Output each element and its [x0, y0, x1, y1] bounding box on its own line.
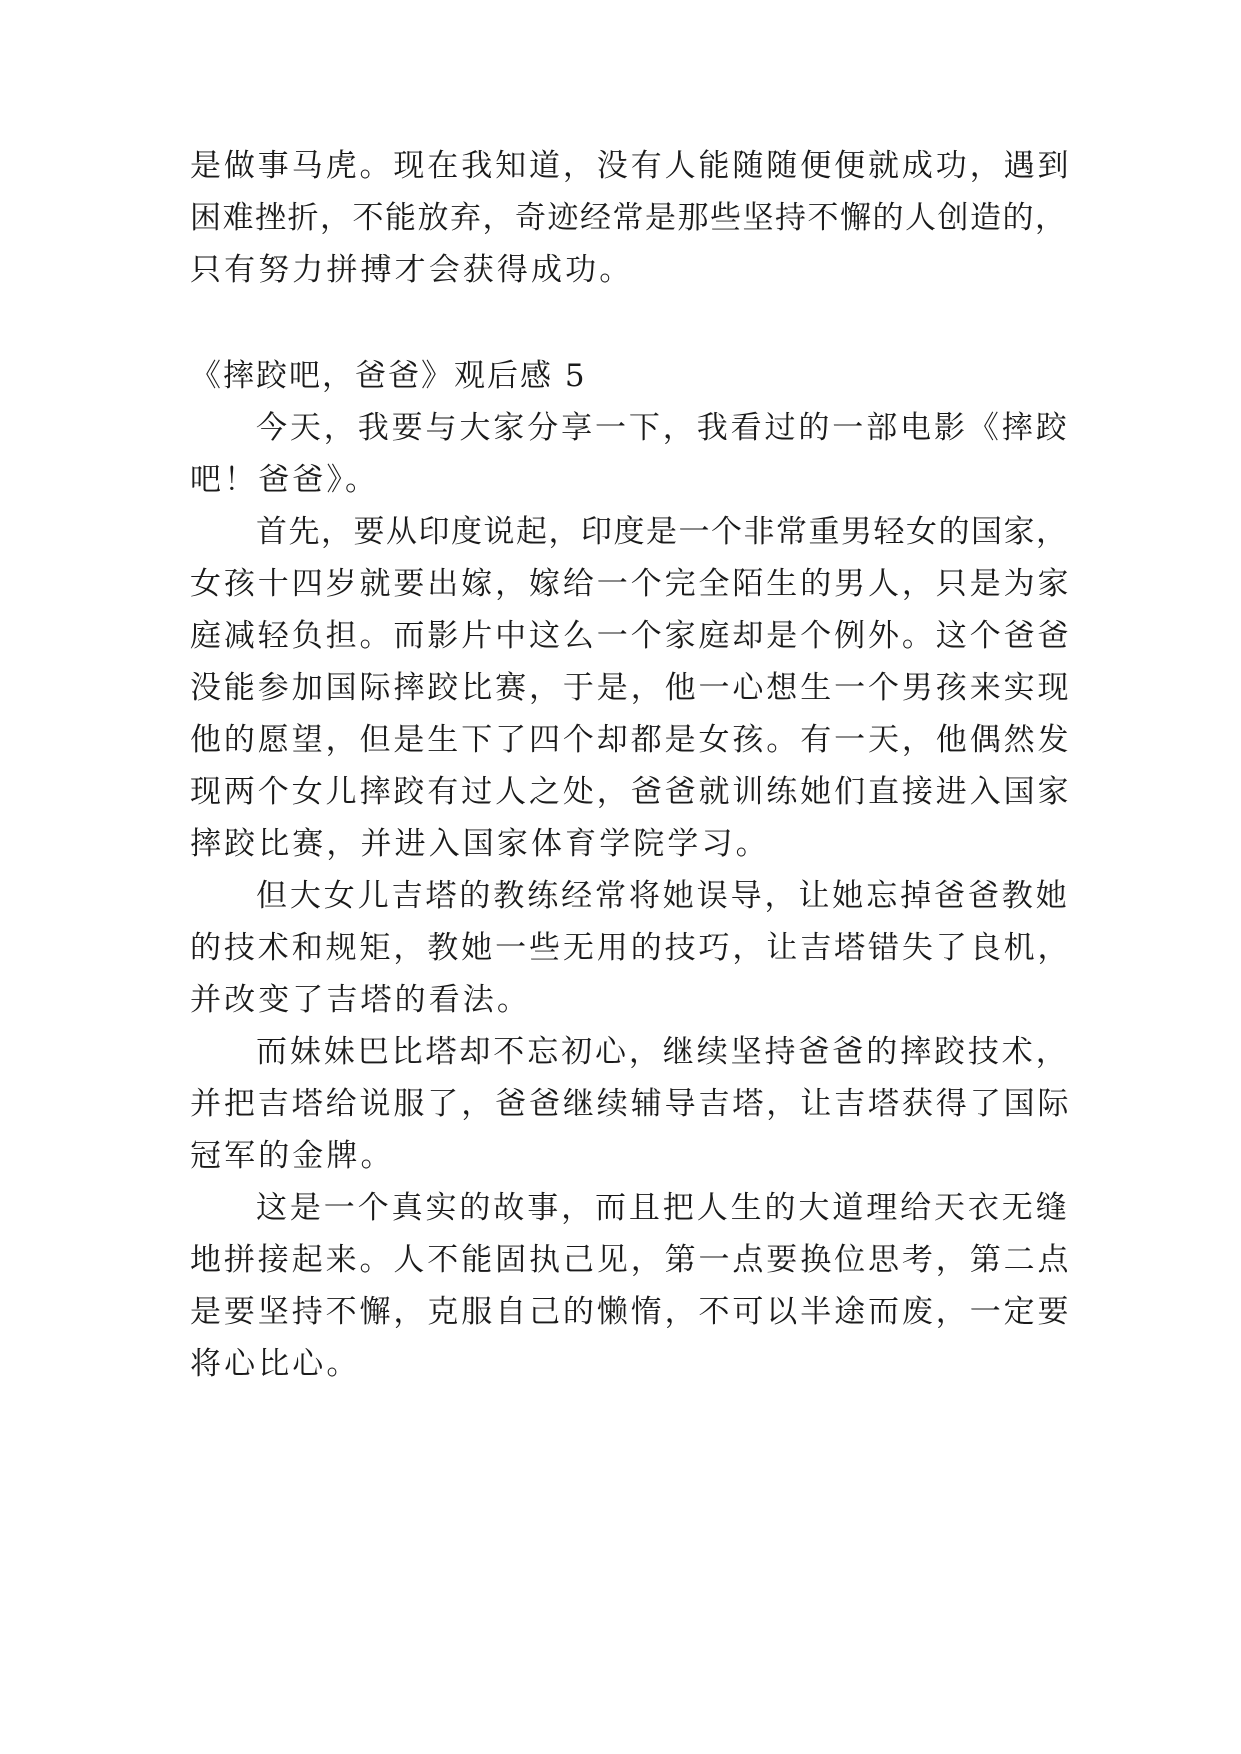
- text-line: 女孩十四岁就要出嫁，嫁给一个完全陌生的男人，只是为家: [190, 566, 1072, 602]
- text-line: 现两个女儿摔跤有过人之处，爸爸就训练她们直接进入国家: [190, 774, 1072, 810]
- text-line: 并把吉塔给说服了，爸爸继续辅导吉塔，让吉塔获得了国际: [190, 1086, 1072, 1122]
- text-line: 地拼接起来。人不能固执己见，第一点要换位思考，第二点: [190, 1242, 1072, 1278]
- text-line: 只有努力拼搏才会获得成功。: [190, 252, 634, 288]
- text-line: 吧！爸爸》。: [190, 462, 380, 498]
- text-line: 摔跤比赛，并进入国家体育学院学习。: [190, 826, 770, 862]
- text-line: 冠军的金牌。: [190, 1138, 395, 1174]
- text-line: 而妹妹巴比塔却不忘初心，继续坚持爸爸的摔跤技术，: [256, 1034, 1070, 1070]
- text-line: 并改变了吉塔的看法。: [190, 982, 531, 1018]
- text-line: 今天，我要与大家分享一下，我看过的一部电影《摔跤: [256, 410, 1070, 446]
- text-line: 是做事马虎。现在我知道，没有人能随随便便就成功，遇到: [190, 148, 1072, 184]
- text-line: 这是一个真实的故事，而且把人生的大道理给天衣无缝: [256, 1190, 1070, 1226]
- section-heading: 《摔跤吧，爸爸》观后感 5: [190, 358, 587, 394]
- text-line: 没能参加国际摔跤比赛，于是，他一心想生一个男孩来实现: [190, 670, 1072, 706]
- text-line: 庭减轻负担。而影片中这么一个家庭却是个例外。这个爸爸: [190, 618, 1072, 654]
- text-line: 他的愿望，但是生下了四个却都是女孩。有一天，他偶然发: [190, 722, 1072, 758]
- text-line: 将心比心。: [190, 1346, 361, 1382]
- text-line: 首先，要从印度说起，印度是一个非常重男轻女的国家，: [256, 514, 1069, 550]
- text-line: 的技术和规矩，教她一些无用的技巧，让吉塔错失了良机，: [190, 930, 1072, 966]
- text-line: 但大女儿吉塔的教练经常将她误导，让她忘掉爸爸教她: [256, 878, 1070, 914]
- text-line: 是要坚持不懈，克服自己的懒惰，不可以半途而废，一定要: [190, 1294, 1072, 1330]
- text-line: 困难挫折，不能放弃，奇迹经常是那些坚持不懈的人创造的，: [190, 200, 1068, 236]
